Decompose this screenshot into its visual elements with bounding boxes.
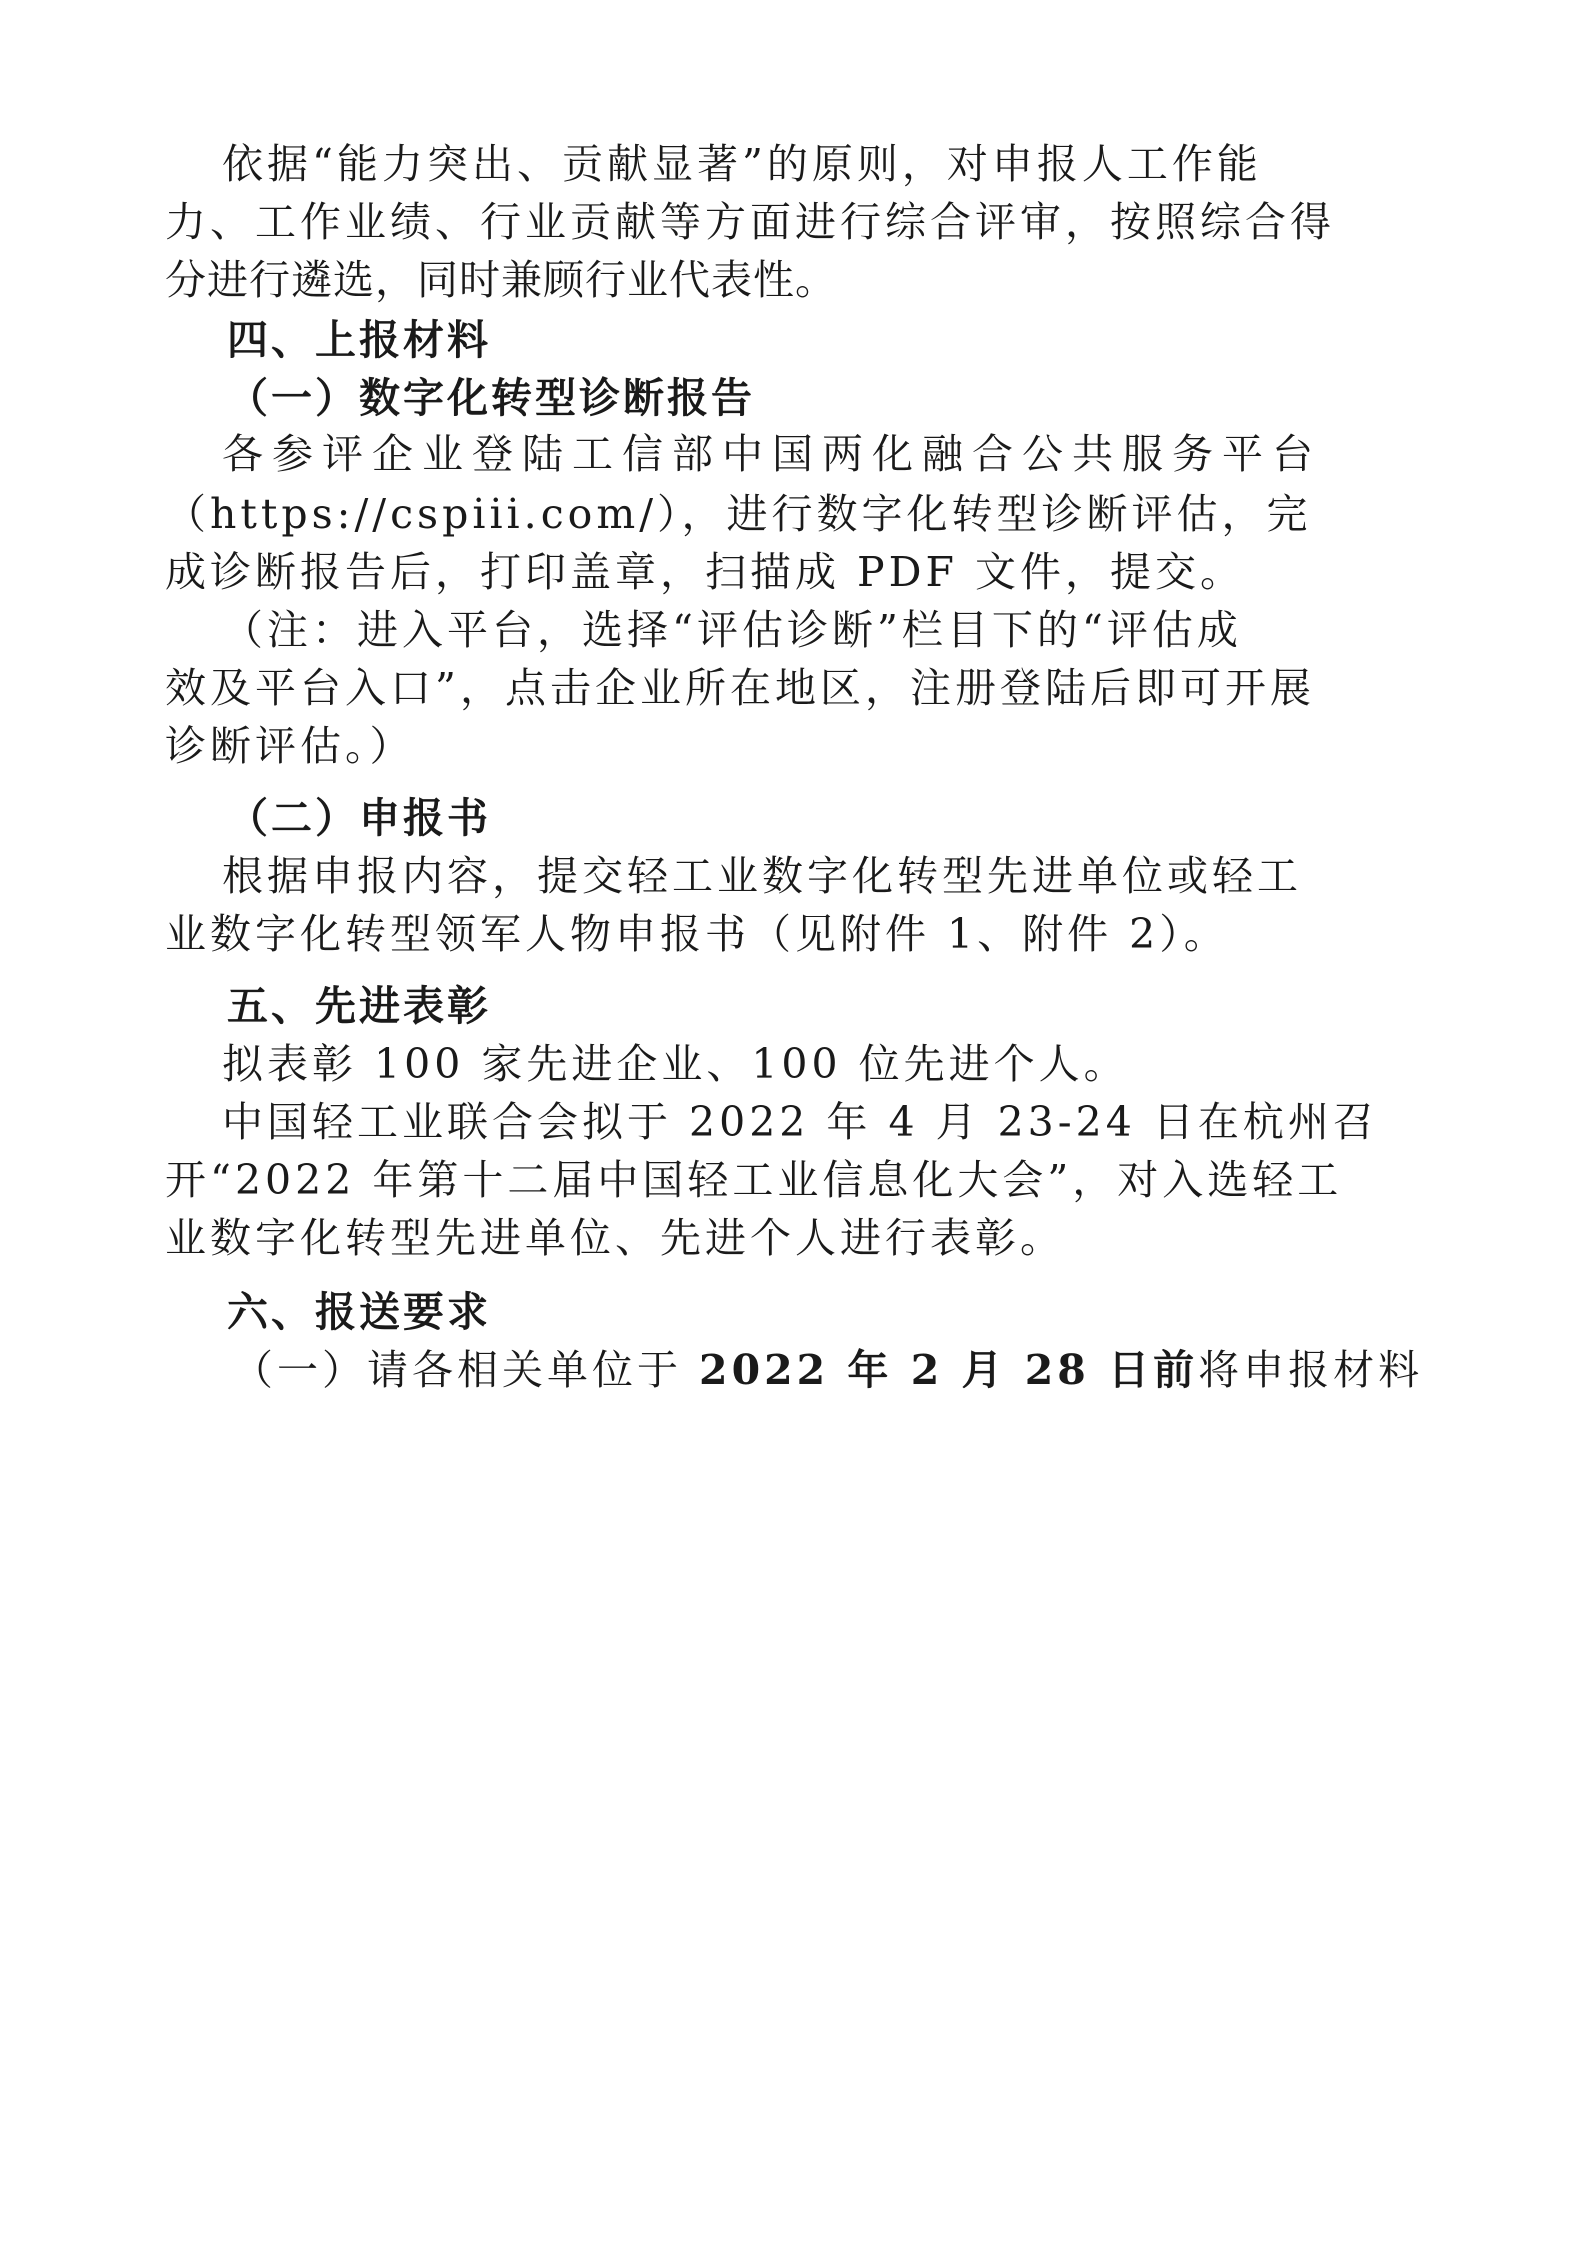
paragraph-deadline <box>232 1340 1423 1400</box>
paragraph-platform-line-2: （https://cspiii.com/），进行数字化转型诊断评估，完 <box>165 490 1312 538</box>
note-line-3: 诊断评估。） <box>165 722 415 770</box>
paragraph-application-line-1: 根据申报内容，提交轻工业数字化转型先进单位或轻工 <box>222 852 1302 900</box>
paragraph-application-line-2: 业数字化转型领军人物申报书（见附件 1、附件 2）。 <box>165 910 1229 958</box>
paragraph-platform-line-3: 成诊断报告后，打印盖章，扫描成 PDF 文件，提交。 <box>165 548 1245 596</box>
section-heading-submission-materials: 四、上报材料 <box>227 316 491 364</box>
section-heading-submission-requirements: 六、报送要求 <box>227 1288 491 1336</box>
paragraph-evaluation-principle-line-3: 分进行遴选，同时兼顾行业代表性。 <box>165 256 837 304</box>
deadline-suffix: 将申报材料 <box>1198 1346 1424 1394</box>
note-line-1: （注：进入平台，选择“评估诊断”栏目下的“评估成 <box>222 606 1242 654</box>
subsection-heading-application-form: （二）申报书 <box>227 794 491 842</box>
deadline-prefix: （一）请各相关单位于 <box>232 1346 700 1394</box>
paragraph-evaluation-principle-line-1: 依据“能力突出、贡献显著”的原则，对申报人工作能 <box>222 140 1262 188</box>
paragraph-evaluation-principle-line-2: 力、工作业绩、行业贡献等方面进行综合评审，按照综合得 <box>165 198 1335 246</box>
deadline-date: 2022 年 2 月 28 日前 <box>699 1346 1199 1394</box>
section-heading-commendation: 五、先进表彰 <box>227 982 491 1030</box>
paragraph-platform-line-1: 各参评企业登陆工信部中国两化融合公共服务平台 <box>222 430 1322 478</box>
paragraph-conference-line-1: 中国轻工业联合会拟于 2022 年 4 月 23-24 日在杭州召 <box>222 1098 1378 1146</box>
subsection-heading-diagnosis-report: （一）数字化转型诊断报告 <box>227 374 755 422</box>
paragraph-conference-line-3: 业数字化转型先进单位、先进个人进行表彰。 <box>165 1214 1065 1262</box>
paragraph-commendation-quota: 拟表彰 100 家先进企业、100 位先进个人。 <box>222 1040 1129 1088</box>
note-line-2: 效及平台入口”，点击企业所在地区，注册登陆后即可开展 <box>165 664 1315 712</box>
paragraph-conference-line-2: 开“2022 年第十二届中国轻工业信息化大会”，对入选轻工 <box>165 1156 1343 1204</box>
